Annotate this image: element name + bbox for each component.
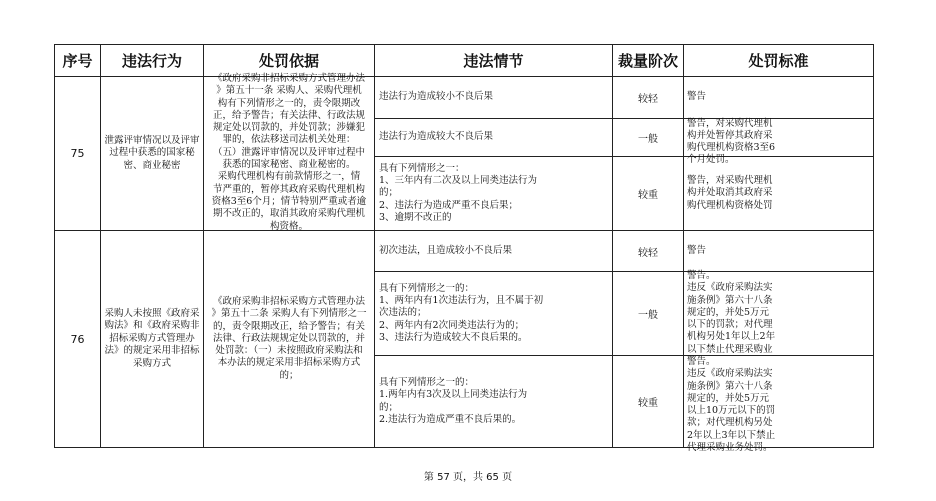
text-line: 违反《政府采购法实 [687, 368, 773, 380]
text-line: 警告，对采购代理机 [687, 175, 773, 187]
text-line: 3、逾期不改正的 [379, 211, 452, 223]
header-cell: 处罚依据 [204, 45, 375, 77]
level-cell: 较轻 [613, 77, 684, 119]
text-line: 初次违法，且造成较小不良后果 [379, 244, 513, 256]
standard-cell [684, 356, 874, 454]
table-row [55, 77, 874, 119]
text-line: 违反《政府采购法实 [687, 282, 773, 294]
text-line: 3、违法行为造成较大不良后果的。 [379, 331, 528, 343]
standard-text [687, 356, 870, 454]
text-line: 构资格。 [269, 220, 308, 232]
text-line: 正，给予警告；有关法律、行政法规 [212, 109, 365, 121]
row-number: 75 [55, 77, 101, 231]
level-cell: 较重 [613, 356, 684, 448]
situation-cell [375, 356, 613, 448]
text-line: 以下禁止代理采购业 [687, 343, 773, 355]
standard-text [687, 117, 870, 166]
text-line: 具有下列情形之一的： [379, 376, 475, 388]
text-line: 警告 [687, 91, 707, 103]
text-line: 资格3至6个月；情节特别严重或者逾 [211, 195, 367, 207]
text-line: 期不改正的，取消其政府采购代理机 [212, 208, 365, 220]
penalty-basis-cell [204, 231, 375, 448]
basis-text [206, 73, 372, 232]
standard-cell [684, 157, 874, 231]
text-line: （五）泄露评审情况以及评审过程中 [212, 146, 365, 158]
level-cell: 一般 [613, 119, 684, 157]
situation-cell [375, 77, 613, 119]
level-cell: 一般 [613, 272, 684, 356]
standard-text [687, 270, 870, 354]
text-line: 规定处以罚款的，并处罚款；涉嫌犯 [212, 122, 365, 134]
page-footer: 第 57 页，共 65 页 [423, 472, 513, 483]
text-line: 的； [279, 369, 299, 381]
text-line: 购代理机构资格处罚 [687, 199, 773, 211]
text-line: 获悉的国家秘密、商业秘密的。 [222, 159, 356, 171]
text-line: 警告 [687, 244, 707, 256]
text-line: 施条例》第六十八条 [687, 380, 773, 392]
situation-cell [375, 272, 613, 356]
text-line: 本办法的规定采用非招标采购方式 [217, 357, 361, 369]
text-line: 警告。 [687, 270, 716, 281]
text-line: 1、三年内有二次及以上同类违法行为 [379, 175, 538, 187]
text-line: 1.两年内有3次及以上同类违法行为 [379, 389, 528, 401]
text-line: 2.违法行为造成严重不良后果的。 [379, 413, 522, 425]
text-line: 具有下列情形之一： [379, 162, 465, 174]
standard-cell [684, 272, 874, 356]
header-cell: 处罚标准 [684, 45, 874, 77]
violation-cell: 采购人未按照《政府采购法》和《政府采购非招标采购方式管理办法》的规定采用非招标采购方式 [101, 231, 204, 448]
text-line: 2年以上3年以下禁止 [687, 429, 776, 441]
row-number: 76 [55, 231, 101, 448]
violation-cell: 泄露评审情况以及评审过程中获悉的国家秘密、商业秘密 [101, 77, 204, 231]
text-line: 《政府采购非招标采购方式管理办法 [212, 73, 365, 84]
situation-cell [375, 231, 613, 272]
text-line: 个月处罚。 [687, 154, 735, 166]
text-line: 施条例》第六十八条 [687, 294, 773, 306]
header-cell: 违法行为 [101, 45, 204, 77]
table-header-row [55, 45, 874, 77]
text-line: 构有下列情形之一的，责令限期改 [217, 97, 361, 109]
text-line: 的； [379, 401, 399, 413]
text-line: 以上10万元以下的罚 [687, 405, 776, 417]
text-line: 罪的，依法移送司法机关处理： [222, 134, 356, 146]
text-line: 规定的，并处5万元 [687, 306, 770, 318]
standard-cell [684, 117, 874, 166]
text-line: 构并处暂停其政府采 [687, 129, 773, 141]
text-line: 违法行为造成较小不良后果 [379, 91, 494, 103]
text-line: 节严重的，暂停其政府采购代理机构 [212, 183, 365, 195]
header-cell: 违法情节 [375, 45, 613, 77]
text-line: 以下的罚款；对代理 [687, 319, 773, 331]
text-line: 代理采购业务处罚。 [687, 442, 773, 454]
text-line: 机构另处1年以上2年 [687, 331, 776, 343]
text-line: 具有下列情形之一的： [379, 282, 475, 294]
standard-cell [684, 77, 874, 119]
text-line: 构并处取消其政府采 [687, 187, 773, 199]
text-line: 规定的，并处5万元 [687, 392, 770, 404]
text-line: 警告。 [687, 356, 716, 367]
text-line: 法律、行政法规规定处以罚款的，并 [212, 332, 365, 344]
text-line: 次违法的； [379, 307, 427, 319]
situation-cell [375, 157, 613, 231]
table-row [55, 231, 874, 272]
text-line: 采购代理机构有前款情形之一，情 [217, 171, 361, 183]
level-cell: 较轻 [613, 231, 684, 272]
text-line: 处罚款：（一）未按照政府采购法和 [215, 345, 363, 357]
penalty-basis-cell [204, 73, 375, 232]
header-cell: 序号 [55, 45, 101, 77]
text-line: 》第五十二条 采购人有下列情形之一 [211, 308, 367, 320]
standard-cell [684, 231, 874, 272]
text-line: 2、违法行为造成严重不良后果； [379, 199, 519, 211]
text-line: 的，责令限期改正，给予警告；有关 [212, 320, 365, 332]
penalty-table [54, 44, 874, 454]
level-cell: 较重 [613, 157, 684, 231]
text-line: 款；对代理机构另处 [687, 417, 773, 429]
text-line: 2、两年内有2次同类违法行为的； [379, 319, 525, 331]
situation-cell [375, 119, 613, 157]
text-line: 警告，对采购代理机 [687, 117, 773, 129]
header-cell: 裁量阶次 [613, 45, 684, 77]
text-line: 违法行为造成较大不良后果 [379, 131, 494, 143]
text-line: 》第五十一条 采购人、采购代理机 [216, 85, 362, 97]
text-line: 购代理机构资格3至6 [687, 142, 776, 154]
text-line: 的； [379, 187, 399, 199]
text-line: 《政府采购非招标采购方式管理办法 [212, 295, 365, 307]
text-line: 1、两年内有1次违法行为，且不属于初 [379, 295, 544, 307]
